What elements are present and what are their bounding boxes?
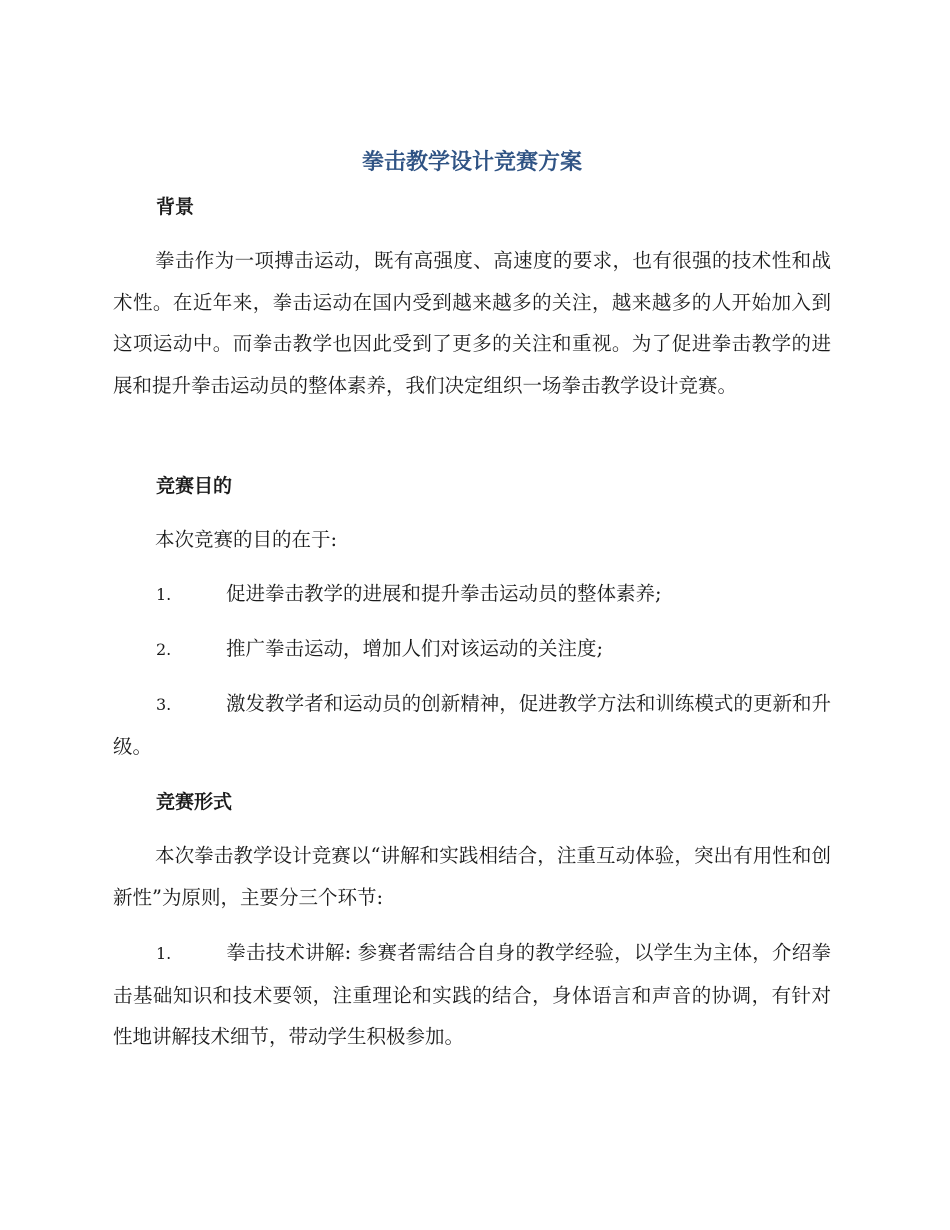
list-number: 1. bbox=[156, 585, 172, 604]
document-title: 拳击教学设计竞赛方案 bbox=[361, 150, 582, 175]
list-item-text: 促进拳击教学的进展和提升拳击运动员的整体素养; bbox=[226, 582, 662, 605]
list-item-text: 推广拳击运动，增加人们对该运动的关注度; bbox=[226, 637, 604, 660]
section-heading-purpose: 竞赛目的 bbox=[156, 475, 233, 497]
list-number: 3. bbox=[156, 695, 172, 714]
purpose-list-item bbox=[113, 628, 831, 671]
list-number: 2. bbox=[156, 640, 172, 659]
format-list-item bbox=[113, 932, 831, 1058]
background-paragraph: 拳击作为一项搏击运动，既有高强度、高速度的要求，也有很强的技术性和战术性。在近年来，拳击运动在国内受到越来越多的关注，越来越多的人开始加入到这项运动中。而拳击教学也因此受到了更多的关注和重视。为了促进拳击教学的进展和提升拳击运动员的整体素养，我们决定组织一场拳击教学设计竞赛。 bbox=[113, 249, 831, 397]
purpose-list-item bbox=[113, 683, 831, 767]
section-heading-background: 背景 bbox=[156, 196, 195, 218]
section-heading-format: 竞赛形式 bbox=[156, 791, 233, 813]
list-item-text: 拳击技术讲解: 参赛者需结合自身的教学经验，以学生为主体，介绍拳击基础知识和技术要领，注重理论和实践的结合，身体语言和声音的协调，有针对性地讲解技术细节，带动学生积极参加。 bbox=[113, 941, 831, 1048]
purpose-list-item bbox=[113, 573, 831, 616]
list-number: 1. bbox=[156, 944, 172, 963]
format-intro: 本次拳击教学设计竞赛以“讲解和实践相结合，注重互动体验，突出有用性和创新性”为原则，主要分三个环节: bbox=[113, 844, 831, 909]
purpose-intro: 本次竞赛的目的在于: bbox=[155, 528, 338, 551]
list-item-text: 激发教学者和运动员的创新精神，促进教学方法和训练模式的更新和升级。 bbox=[113, 692, 831, 758]
